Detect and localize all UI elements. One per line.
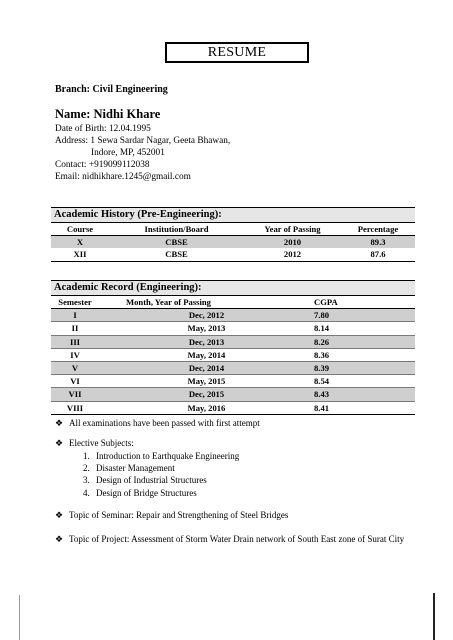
- list-item: 3. Design of Industrial Structures: [83, 475, 207, 486]
- list-item: 2. Disaster Management: [83, 463, 175, 474]
- elective-subject: Design of Industrial Structures: [96, 475, 207, 486]
- list-item: 4. Design of Bridge Structures: [83, 487, 197, 498]
- table-cell: Dec, 2015: [99, 388, 314, 401]
- table-cell: May, 2015: [99, 375, 314, 388]
- table-row: [51, 322, 415, 335]
- academic-history-table: [51, 222, 415, 261]
- table-cell: CBSE: [109, 236, 244, 249]
- column-header: Semester: [51, 296, 99, 309]
- table-cell: 8.39: [314, 361, 415, 374]
- list-item: 1. Introduction to Earthquake Engineering: [83, 451, 240, 461]
- address-line-2: Indore, MP, 452001: [91, 148, 165, 158]
- address-line-1: Address: 1 Sewa Sardar Nagar, Geeta Bhawan,: [55, 136, 231, 146]
- table-row: [51, 335, 415, 348]
- column-header: Percentage: [341, 223, 415, 236]
- academic-history-heading: Academic History (Pre-Engineering):: [51, 207, 415, 222]
- elective-subject: Design of Bridge Structures: [96, 487, 197, 498]
- academic-record-section: [51, 280, 415, 415]
- electives-list: [83, 450, 239, 499]
- table-cell: 8.26: [314, 335, 415, 348]
- page-edge-left: [19, 595, 20, 640]
- academic-record-header-row: [51, 296, 415, 309]
- diamond-bullet-icon: ❖: [55, 418, 64, 428]
- academic-history-section: [51, 207, 415, 262]
- column-header: Institution/Board: [109, 223, 244, 236]
- table-cell: VIII: [66, 402, 84, 413]
- column-header: Year of Passing: [244, 223, 341, 236]
- bullet-text: Topic of Seminar: Repair and Strengthening of Steel Bridges: [69, 510, 289, 520]
- table-cell: Dec, 2013: [99, 335, 314, 348]
- table-cell: III: [51, 335, 99, 348]
- academic-record-heading: Academic Record (Engineering):: [51, 280, 415, 295]
- table-cell: V: [51, 361, 99, 374]
- table-cell: IV: [51, 348, 99, 361]
- bullet-project: [55, 534, 404, 545]
- table-cell: May, 2014: [99, 348, 314, 361]
- page-edge-right: [433, 593, 435, 640]
- table-cell: 8.14: [314, 322, 415, 335]
- diamond-bullet-icon: ❖: [55, 510, 64, 520]
- table-cell: 2012: [283, 249, 302, 260]
- bullet-text: Elective Subjects:: [69, 438, 134, 448]
- elective-subject: Introduction to Earthquake Engineering: [96, 451, 240, 461]
- academic-history-header-row: [51, 223, 415, 236]
- table-cell: 8.43: [314, 388, 415, 401]
- table-cell: I: [51, 309, 99, 322]
- table-cell: Dec, 2014: [99, 361, 314, 374]
- branch-line: Branch: Civil Engineering: [55, 84, 168, 95]
- table-cell: CBSE: [165, 249, 188, 260]
- table-row: [51, 388, 415, 401]
- table-cell: 2010: [244, 236, 341, 249]
- table-cell: 8.36: [314, 348, 415, 361]
- table-cell: Dec, 2012: [99, 309, 314, 322]
- table-cell: 87.6: [370, 249, 386, 260]
- table-cell: II: [51, 322, 99, 335]
- table-cell: 89.3: [341, 236, 415, 249]
- diamond-bullet-icon: ❖: [55, 534, 64, 544]
- bullet-text: All examinations have been passed with first attempt: [69, 418, 260, 428]
- table-cell: 8.54: [314, 375, 415, 388]
- column-header: Month, Year of Passing: [99, 296, 314, 309]
- column-header: CGPA: [314, 296, 415, 309]
- column-header: Course: [51, 223, 109, 236]
- contact-number: Contact: +919099112038: [55, 160, 150, 170]
- table-row: [51, 375, 415, 388]
- table-cell: VII: [51, 388, 99, 401]
- bullet-seminar: [55, 510, 288, 521]
- bullet-first-attempt: [55, 418, 260, 429]
- table-cell: May, 2016: [187, 402, 226, 413]
- table-row: [51, 309, 415, 322]
- table-row: [51, 361, 415, 374]
- candidate-name: Name: Nidhi Khare: [55, 107, 161, 121]
- date-of-birth: Date of Birth: 12.04.1995: [55, 124, 151, 134]
- table-row: [51, 248, 415, 260]
- bullet-text: Topic of Project: Assessment of Storm Water Drain network of South East zone of Surat City: [69, 534, 405, 544]
- table-cell: VI: [51, 375, 99, 388]
- academic-record-table: [51, 295, 415, 414]
- resume-title: RESUME: [165, 42, 309, 63]
- table-row: [51, 236, 415, 249]
- bullet-electives: [55, 438, 134, 449]
- email-address: Email: nidhikhare.1245@gmail.com: [55, 172, 191, 182]
- table-cell: 7.80: [314, 309, 415, 322]
- table-cell: May, 2013: [99, 322, 314, 335]
- table-row: [51, 348, 415, 361]
- diamond-bullet-icon: ❖: [55, 438, 64, 448]
- table-cell: 8.41: [314, 402, 330, 413]
- elective-subject: Disaster Management: [96, 463, 175, 474]
- table-row: [51, 401, 415, 414]
- table-cell: X: [51, 236, 109, 249]
- table-cell: XII: [73, 249, 87, 260]
